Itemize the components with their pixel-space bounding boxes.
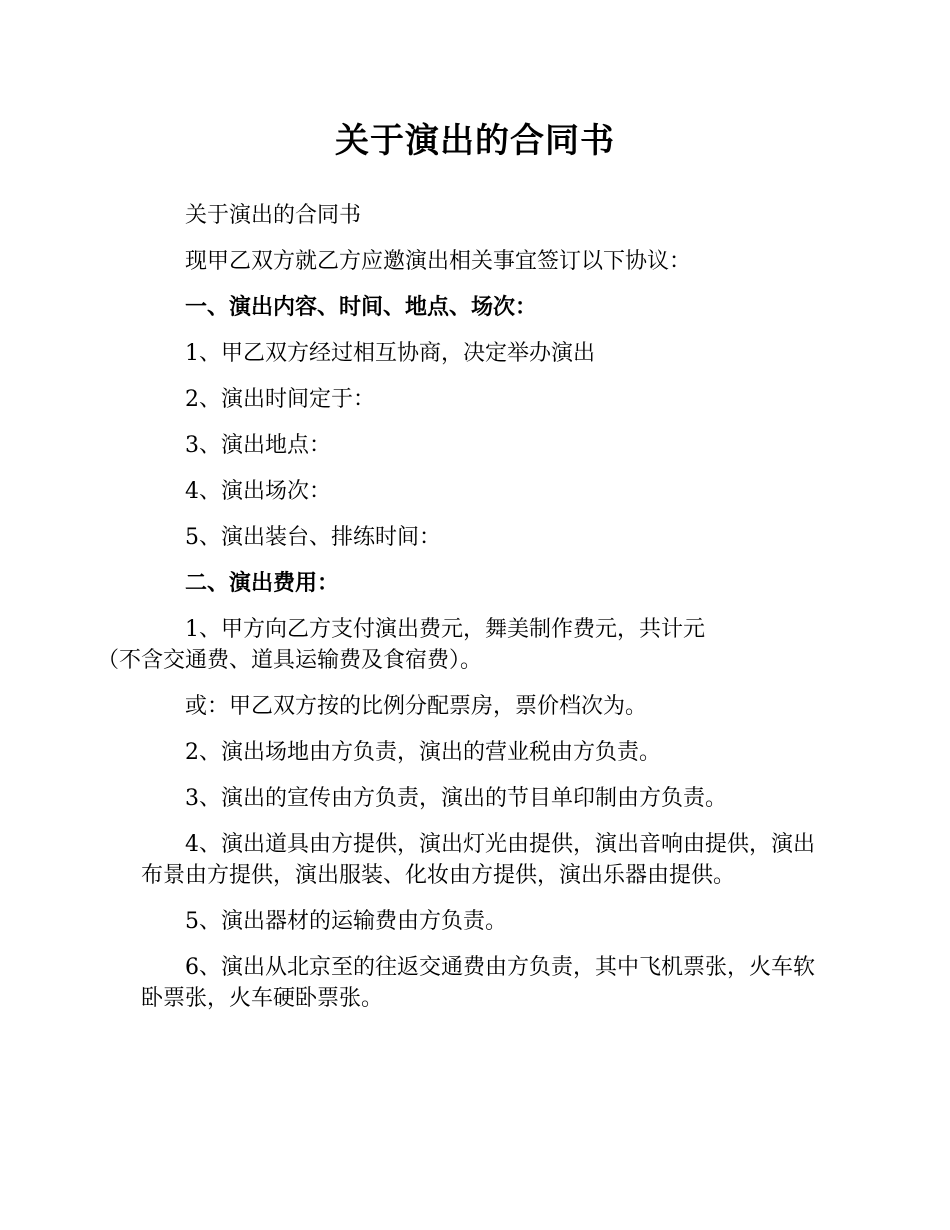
paragraph-item: 2、演出时间定于： [185, 387, 375, 412]
paragraph-item: 5、演出装台、排练时间： [185, 525, 441, 550]
paragraph-item: 3、演出地点： [185, 433, 331, 458]
document-body [97, 200, 816, 1029]
section-heading-content: 一、演出内容、时间、地点、场次： [185, 295, 538, 320]
paragraph-item: 或：甲乙双方按的比例分配票房，票价档次为。 [185, 694, 648, 719]
paragraph-item: 6、演出从北京至的往返交通费由方负责，其中飞机票张，火车软卧票张，火车硬卧票张。 [141, 955, 815, 1011]
paragraph-item: 3、演出的宣传由方负责，演出的节目单印制由方负责。 [185, 786, 727, 811]
paragraph-heading-repeat: 关于演出的合同书 [185, 203, 362, 228]
paragraph-item: 4、演出道具由方提供，演出灯光由提供，演出音响由提供，演出布景由方提供，演出服装、化妆由方提供，演出乐器由提供。 [141, 832, 815, 888]
paragraph-item: 5、演出器材的运输费由方负责。 [185, 909, 507, 934]
paragraph-item: 4、演出场次： [185, 479, 331, 504]
paragraph-item: 2、演出场地由方负责，演出的营业税由方负责。 [185, 740, 661, 765]
fee-item-continuation: （不含交通费、道具运输费及食宿费）。 [97, 648, 483, 673]
fee-item-line: 1、甲方向乙方支付演出费元，舞美制作费元，共计元 [185, 617, 705, 642]
section-heading-fees: 二、演出费用： [185, 571, 340, 596]
paragraph-intro: 现甲乙双方就乙方应邀演出相关事宜签订以下协议： [185, 249, 692, 274]
document-title: 关于演出的合同书 [335, 121, 615, 161]
paragraph-item: 1、甲乙双方经过相互协商，决定举办演出 [185, 341, 595, 366]
paragraph-fee-item [97, 614, 816, 676]
